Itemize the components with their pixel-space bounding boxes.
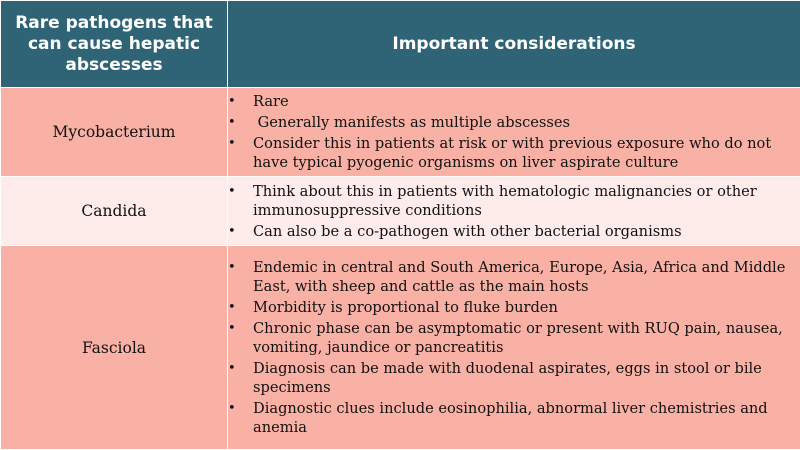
bullet-list [228, 258, 800, 437]
table-row [1, 246, 800, 450]
bullet-item [228, 258, 800, 296]
bullet-item [228, 182, 800, 220]
pathogen-name: Mycobacterium [1, 88, 228, 177]
considerations-cell [228, 246, 800, 450]
bullet-text: Think about this in patients with hematologic malignancies or other immunosuppressive conditions [253, 182, 757, 219]
considerations-cell [228, 177, 800, 246]
bullet-text: Endemic in central and South America, Europe, Asia, Africa and Middle East, with sheep and cattle as the main hosts [253, 259, 786, 295]
bullet-text: Diagnostic clues include eosinophilia, abnormal liver chemistries and anemia [253, 400, 768, 436]
table-row [1, 177, 800, 246]
header-considerations: Important considerations [228, 1, 800, 88]
bullet-icon: • [228, 115, 236, 130]
bullet-item [228, 92, 800, 111]
bullet-text: Consider this in patients at risk or with previous exposure who do not have typical pyogenic organisms on liver aspirate culture [253, 135, 772, 171]
bullet-icon: • [228, 300, 236, 315]
bullet-item [228, 319, 800, 357]
bullet-icon: • [228, 223, 236, 239]
bullet-icon: • [228, 136, 236, 151]
bullet-text: Rare [253, 93, 289, 110]
table-row [1, 88, 800, 177]
bullet-list [228, 92, 800, 172]
bullet-text: Generally manifests as multiple abscesses [253, 114, 570, 131]
bullet-item [228, 134, 800, 172]
bullet-item [228, 113, 800, 132]
bullet-icon: • [228, 321, 236, 336]
bullet-text: Morbidity is proportional to fluke burden [253, 299, 558, 316]
bullet-item [228, 222, 800, 241]
bullet-text: Diagnosis can be made with duodenal aspirates, eggs in stool or bile specimens [253, 360, 762, 396]
bullet-text: Chronic phase can be asymptomatic or present with RUQ pain, nausea, vomiting, jaundice or pancreatitis [253, 320, 783, 356]
bullet-item [228, 298, 800, 317]
bullet-icon: • [228, 94, 236, 109]
bullet-icon: • [228, 361, 236, 376]
bullet-icon: • [228, 401, 236, 416]
bullet-icon: • [228, 183, 236, 199]
bullet-text: Can also be a co-pathogen with other bacterial organisms [253, 222, 682, 240]
header-row [1, 1, 800, 88]
header-pathogens: Rare pathogens that can cause hepatic abscesses [1, 1, 228, 88]
bullet-item [228, 359, 800, 397]
pathogen-name: Fasciola [1, 246, 228, 450]
bullet-icon: • [228, 260, 236, 275]
bullet-list [228, 182, 800, 241]
bullet-item [228, 399, 800, 437]
considerations-cell [228, 88, 800, 177]
pathogen-name: Candida [1, 177, 228, 246]
